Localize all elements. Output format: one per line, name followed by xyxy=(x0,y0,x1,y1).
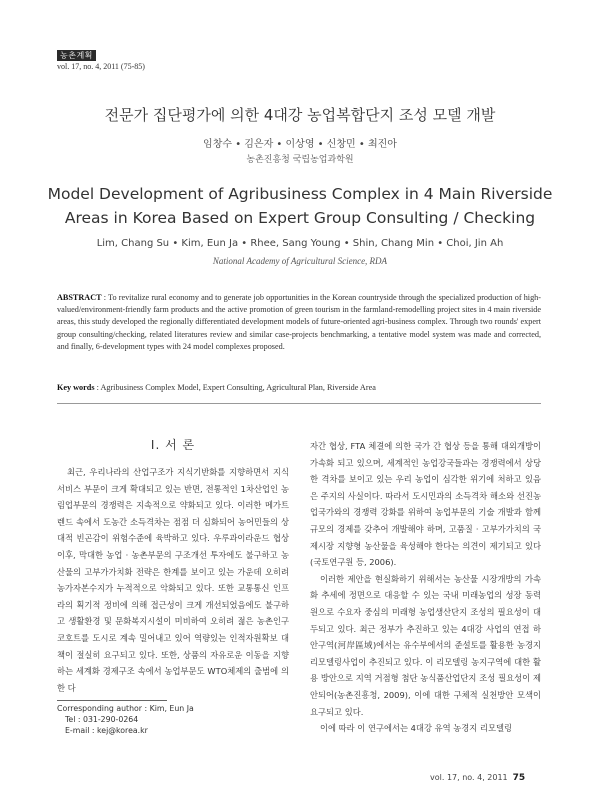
footnote-author: Corresponding author : Kim, Eun Ja xyxy=(57,704,194,713)
body-column-right xyxy=(310,438,541,737)
body-paragraph: 자간 협상, FTA 체결에 의한 국가 간 협상 등을 통해 대외개방이 가속화 되고 있으며, 세계적인 농업강국들과는 경쟁력에서 상당한 격차를 보이고 있는 우리 농업이 심각한 위기에 처하고 있음은 주지의 사실이다. 따라서 도시민과의 소득격차 해소와 선진농업국가와의 경쟁력 강화를 위하여 농업부문의 기술 개발과 함께 규모의 경제를 갖추어 개발해야 하며, 고품질 · 고부가가치의 국제시장 지향형 농산물을 육성해야 한다는 의견이 제기되고 있다(국토연구원 등, 2006). xyxy=(310,441,541,568)
keywords-text: : Agribusiness Complex Model, Expert Consulting, Agricultural Plan, Riverside Area xyxy=(94,383,376,392)
footnote-divider xyxy=(57,700,167,701)
journal-badge: 농촌계획 xyxy=(57,50,96,61)
footnote xyxy=(57,703,194,736)
body-paragraph: 최근, 우리나라의 산업구조가 지식기반화를 지향하면서 지식서비스 부문이 크게 확대되고 있는 반면, 전통적인 1차산업인 농림업부문의 경쟁력은 지속적으로 약화되고 있다. 이러한 메가트렌드 속에서 도농간 소득격차는 점점 더 심화되어 농어민들의 상대적 빈곤감이 위험수준에 육박하고 있다. 우루과이라운드 협상 이후, 막대한 농업 · 농촌부문의 구조개선 투자에도 불구하고 농산물의 고부가가치화 전략은 한계를 보이고 있는 가운데 오히려 농가자본수지가 누적적으로 악화되고 있다. 또한 교통통신 인프라의 획기적 정비에 의해 접근성이 크게 개선되었음에도 불구하고 생활환경 및 문화복지시설이 미비하여 오히려 젊은 농촌인구 코호트를 도시로 계속 밀어내고 있어 역량있는 인적자원확보 대책이 절실히 요구되고 있다. 또한, 상품의 자유로운 이동을 지향하는 세계화 경제구조 속에서 농업부문도 WTO체제의 출범에 의한 다 xyxy=(57,467,289,693)
abstract-text: : To revitalize rural economy and to generate job opportunities in the Korean countryside through the specialized production of high-valued/environment-friendly farm products and the active promotion of green tourism in the farmland-remodelling project sites in 4 main riverside areas, this study developed the regionally differentiated development models of future-oriented agri-business complex. Through two rounds' expert group consulting/checking, related literatures review and similar case-projects benchmarking, a tentative model system was made and corrected, and finally, 6-development types with 24 model complexes proposed. xyxy=(57,293,541,351)
footnote-email: E-mail : kej@korea.kr xyxy=(65,726,148,735)
paper-title-english: Model Development of Agribusiness Complex in 4 Main Riverside Areas in Korea Based on Expert Group Consulting / Checking xyxy=(47,185,553,227)
journal-volume: vol. 17, no. 4, 2011 (75-85) xyxy=(57,62,145,71)
keywords-label: Key words xyxy=(57,383,95,392)
affiliation-korean: 농촌진흥청 국립농업과학원 xyxy=(246,155,354,165)
page-number: 75 xyxy=(512,773,526,783)
section-heading: Ⅰ. 서 론 xyxy=(150,438,196,452)
keywords xyxy=(57,383,541,392)
footnote-tel: Tel : 031-290-0264 xyxy=(65,715,139,724)
footer-volume: vol. 17, no. 4, 2011 xyxy=(430,773,508,782)
abstract-label: ABSTRACT xyxy=(57,293,102,302)
authors-korean: 임창수 • 김은자 • 이상영 • 신창민 • 최진아 xyxy=(203,139,397,150)
page-footer xyxy=(430,773,525,783)
authors-english: Lim, Chang Su • Kim, Eun Ja • Rhee, Sang Young • Shin, Chang Min • Choi, Jin Ah xyxy=(96,238,504,249)
divider xyxy=(57,403,541,404)
abstract xyxy=(57,292,541,353)
body-column-left xyxy=(57,464,289,696)
body-paragraph: 이러한 제안을 현실화하기 위해서는 농산물 시장개방의 가속화 추세에 정면으로 대응할 수 있는 국내 미래농업의 성장 동력원으로 수요자 중심의 미래형 농업생산단지 조성의 필요성이 대두되고 있다. 최근 정부가 추진하고 있는 4대강 사업의 연접 하안구역(河岸區域)에서는 유수부에서의 준설토를 활용한 농경지 리모델링사업이 추진되고 있다. 이 리모델링 농지구역에 대한 활용 방안으로 지역 거점형 첨단 농식품산업단지 조성 필요성이 제안되어(농촌진흥청, 2009), 이에 대한 구체적 실천방안 모색이 요구되고 있다. xyxy=(310,573,541,717)
body-paragraph: 이에 따라 이 연구에서는 4대강 유역 농경지 리모델링 xyxy=(319,723,513,734)
affiliation-english: National Academy of Agricultural Science, RDA xyxy=(212,256,388,266)
paper-title-korean: 전문가 집단평가에 의한 4대강 농업복합단지 조성 모델 개발 xyxy=(104,106,496,124)
